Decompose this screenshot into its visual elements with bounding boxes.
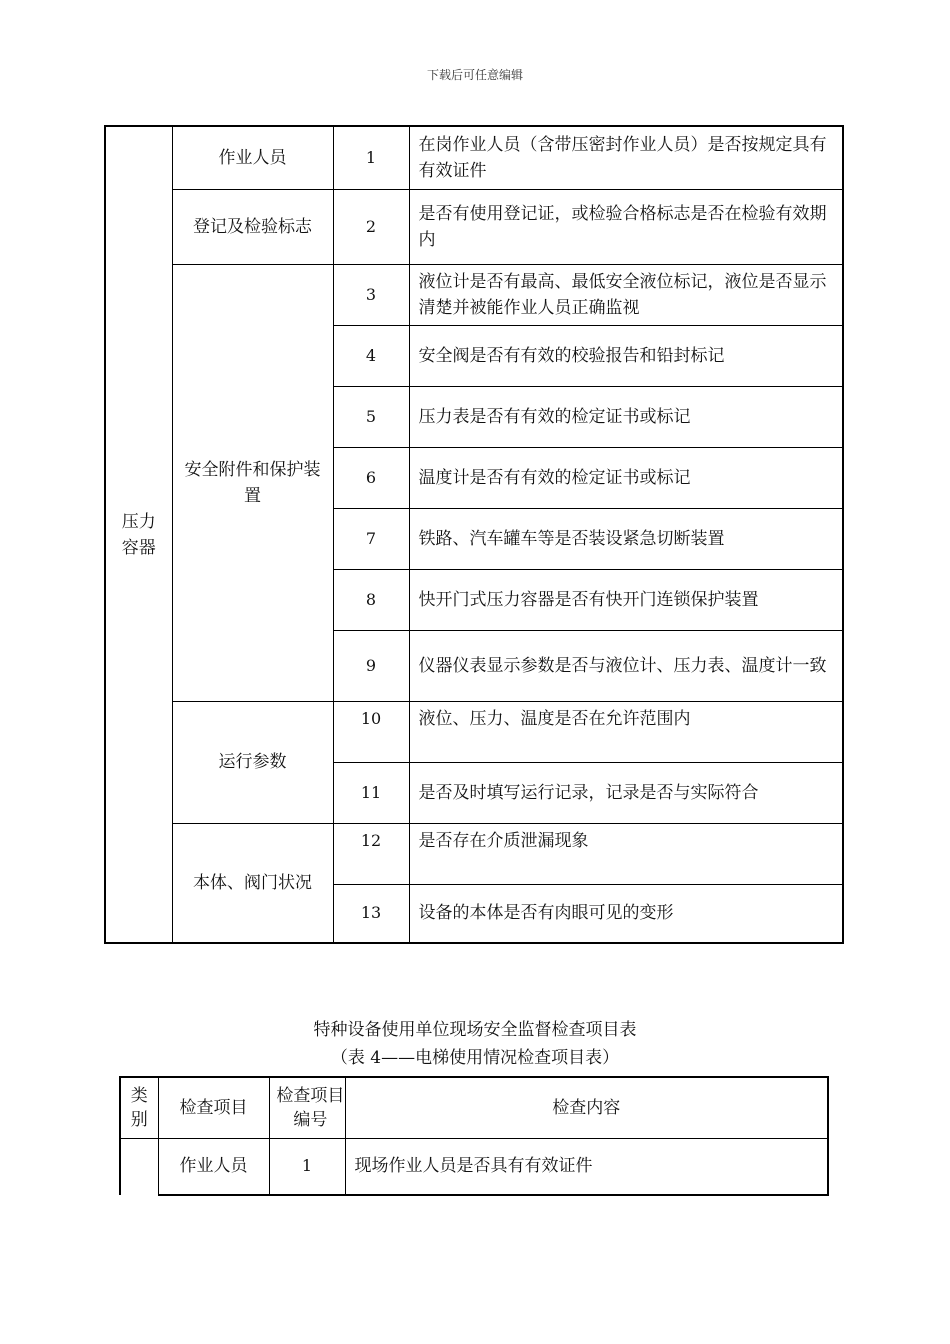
item-number: 9 [333,630,409,701]
item-number: 7 [333,508,409,569]
item-content: 是否存在介质泄漏现象 [409,823,843,884]
pressure-vessel-inspection-table [104,125,844,944]
category-cell [105,126,172,943]
item-cell: 作业人员 [158,1138,269,1195]
item-number: 13 [333,884,409,943]
category-label: 压力容器 [121,511,156,558]
item-content: 现场作业人员是否具有有效证件 [345,1138,828,1195]
item-content: 快开门式压力容器是否有快开门连锁保护装置 [409,569,843,630]
item-content: 是否及时填写运行记录，记录是否与实际符合 [409,762,843,823]
item-cell: 安全附件和保护装置 [172,264,333,701]
item-number: 6 [333,447,409,508]
item-number: 12 [333,823,409,884]
item-number: 4 [333,325,409,386]
header-category [120,1077,158,1138]
item-content: 设备的本体是否有肉眼可见的变形 [409,884,843,943]
category-cell [120,1138,158,1195]
item-cell: 登记及检验标志 [172,189,333,264]
item-content: 仪器仪表显示参数是否与液位计、压力表、温度计一致 [409,630,843,701]
item-cell: 作业人员 [172,126,333,189]
table2-title: 特种设备使用单位现场安全监督检查项目表 [313,1020,637,1040]
item-content: 在岗作业人员（含带压密封作业人员）是否按规定具有有效证件 [409,126,843,189]
item-content: 是否有使用登记证，或检验合格标志是否在检验有效期内 [409,189,843,264]
table2-subtitle: （表 4——电梯使用情况检查项目表） [330,1048,620,1068]
header-content: 检查内容 [345,1077,828,1138]
header-item-no [269,1077,345,1138]
item-number: 1 [333,126,409,189]
item-content: 铁路、汽车罐车等是否装设紧急切断装置 [409,508,843,569]
item-number: 3 [333,264,409,325]
item-content: 温度计是否有有效的检定证书或标记 [409,447,843,508]
item-number: 11 [333,762,409,823]
item-content: 压力表是否有有效的检定证书或标记 [409,386,843,447]
item-number: 1 [269,1138,345,1195]
header-item: 检查项目 [158,1077,269,1138]
item-content: 液位计是否有最高、最低安全液位标记，液位是否显示清楚并被能作业人员正确监视 [409,264,843,325]
item-number: 5 [333,386,409,447]
header-item-no-label: 检查项目编号 [276,1085,345,1130]
item-cell: 运行参数 [172,701,333,823]
item-cell: 本体、阀门状况 [172,823,333,943]
header-category-label: 类别 [130,1085,148,1130]
item-number: 8 [333,569,409,630]
item-content: 液位、压力、温度是否在允许范围内 [409,701,843,762]
page-header: 下载后可任意编辑 [426,68,523,82]
elevator-inspection-table [119,1076,829,1196]
item-number: 2 [333,189,409,264]
item-content: 安全阀是否有有效的校验报告和铅封标记 [409,325,843,386]
item-number: 10 [333,701,409,762]
